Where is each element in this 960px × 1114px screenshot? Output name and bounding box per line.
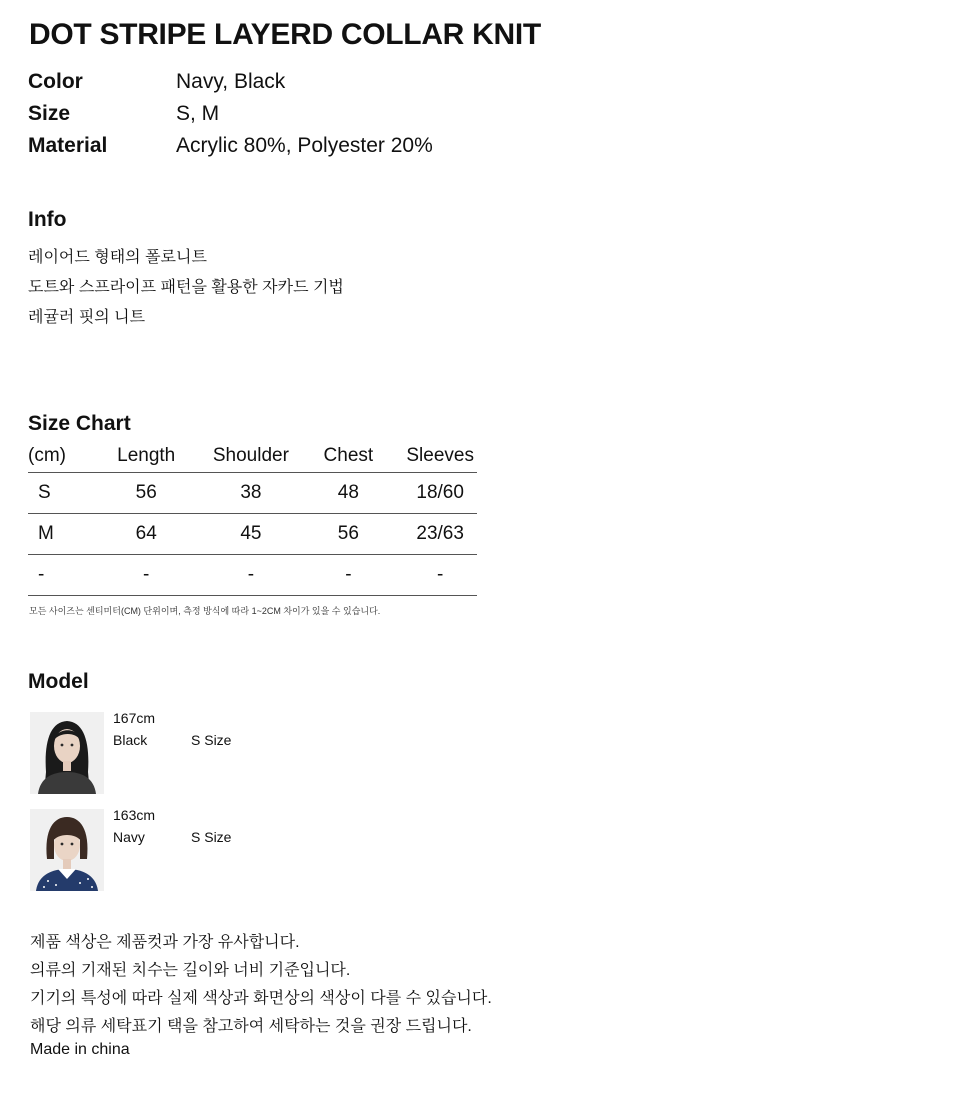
product-title: DOT STRIPE LAYERD COLLAR KNIT — [29, 18, 541, 51]
table-cell: M — [28, 514, 84, 555]
size-chart-heading: Size Chart — [28, 412, 131, 435]
model-color: Black — [113, 732, 148, 748]
header-sleeves: Sleeves — [403, 440, 477, 473]
footer-line: 기기의 특성에 따라 실제 색상과 화면상의 색상이 다를 수 있습니다. — [30, 990, 492, 1007]
footer-line: 의류의 기재된 치수는 길이와 너비 기준입니다. — [30, 962, 351, 979]
table-cell: 38 — [208, 473, 293, 514]
table-cell: - — [84, 555, 208, 596]
table-cell: S — [28, 473, 84, 514]
table-cell: - — [208, 555, 293, 596]
model-height: 163cm — [113, 807, 156, 823]
footer-line: 해당 의류 세탁표기 택을 참고하여 세탁하는 것을 권장 드립니다. — [30, 1018, 472, 1035]
header-chest: Chest — [293, 440, 403, 473]
table-cell: 56 — [84, 473, 208, 514]
model-photo-black — [30, 712, 104, 794]
size-chart-header-row — [28, 440, 477, 473]
info-heading: Info — [28, 208, 67, 231]
model-heading: Model — [28, 670, 89, 693]
model-photo — [30, 712, 104, 794]
header-unit: (cm) — [28, 440, 84, 473]
size-chart-table — [28, 440, 477, 596]
table-row — [28, 514, 477, 555]
info-line: 도트와 스프라이프 패턴을 활용한 자카드 기법 — [28, 279, 344, 296]
table-cell: 56 — [293, 514, 403, 555]
footer-line: 제품 색상은 제품컷과 가장 유사합니다. — [30, 934, 300, 951]
table-cell: - — [293, 555, 403, 596]
model-color: Navy — [113, 829, 145, 845]
spec-label-color: Color — [28, 70, 83, 93]
table-cell: - — [403, 555, 477, 596]
table-cell: 23/63 — [403, 514, 477, 555]
spec-label-size: Size — [28, 102, 71, 125]
table-row — [28, 555, 477, 596]
size-chart-note: 모든 사이즈는 센티미터(CM) 단위이며, 측정 방식에 따라 1~2CM 차이가 있을 수 있습니다. — [29, 606, 381, 616]
model-height: 167cm — [113, 710, 156, 726]
table-cell: 18/60 — [403, 473, 477, 514]
info-line: 레이어드 형태의 폴로니트 — [28, 249, 207, 266]
spec-value-size: S, M — [176, 102, 220, 125]
model-photo — [30, 809, 104, 891]
header-shoulder: Shoulder — [208, 440, 293, 473]
spec-value-color: Navy, Black — [176, 70, 286, 93]
info-line: 레귤러 핏의 니트 — [28, 309, 146, 326]
model-photo-navy — [30, 809, 104, 891]
table-cell: 48 — [293, 473, 403, 514]
model-size: S Size — [191, 732, 232, 748]
table-cell: 64 — [84, 514, 208, 555]
made-in-label: Made in china — [30, 1041, 130, 1058]
spec-label-material: Material — [28, 134, 108, 157]
table-cell: - — [28, 555, 84, 596]
model-size: S Size — [191, 829, 232, 845]
table-cell: 45 — [208, 514, 293, 555]
table-row — [28, 473, 477, 514]
header-length: Length — [84, 440, 208, 473]
spec-value-material: Acrylic 80%, Polyester 20% — [176, 134, 433, 157]
